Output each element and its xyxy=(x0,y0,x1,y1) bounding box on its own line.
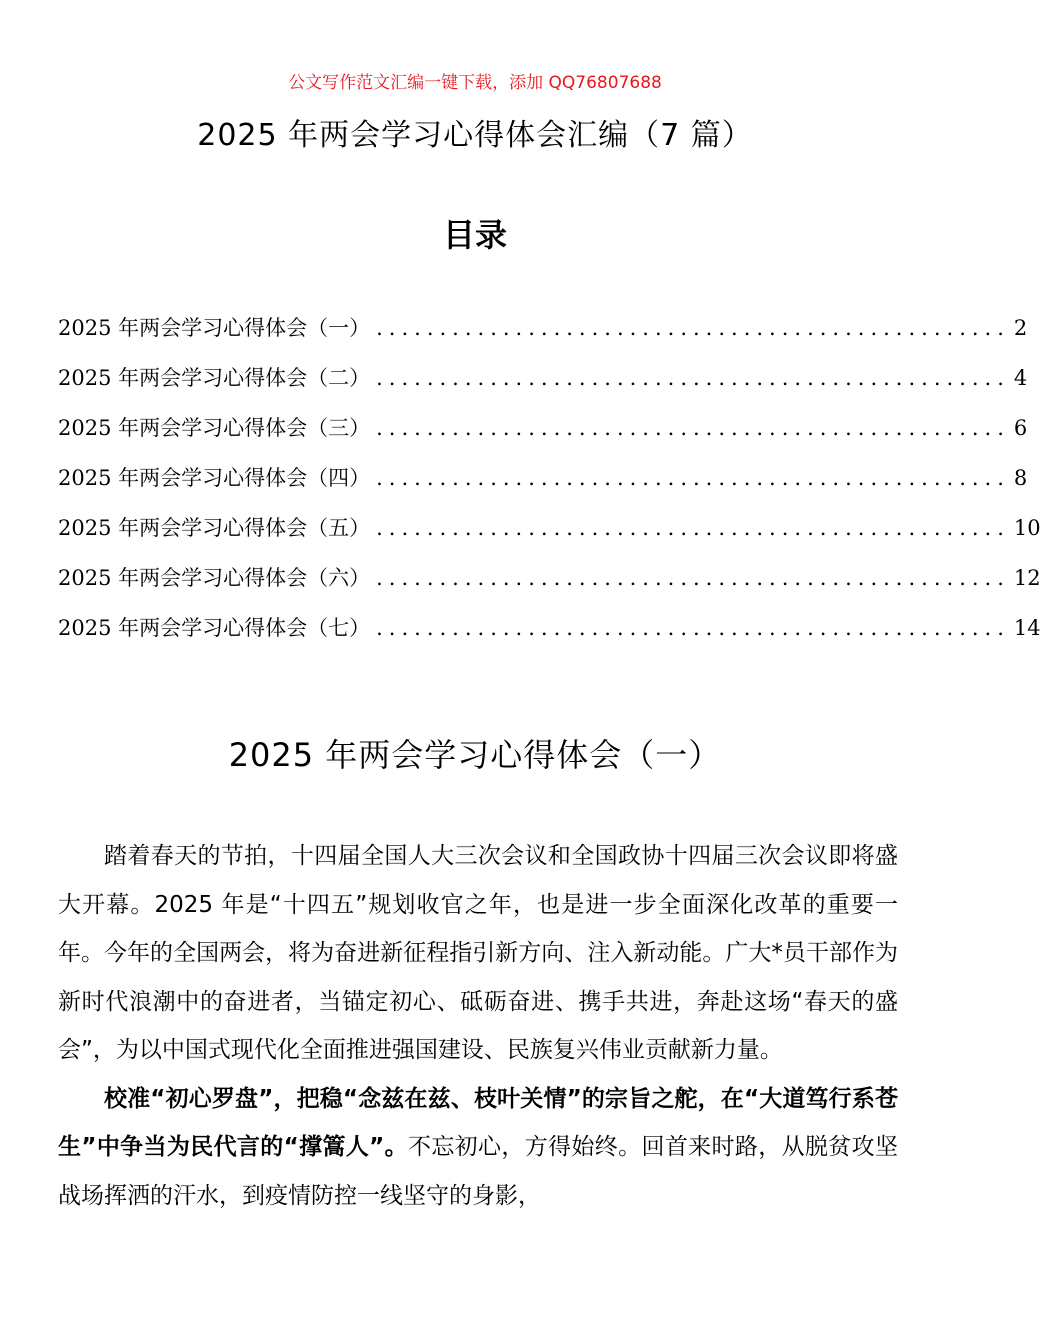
toc-item-1[interactable] xyxy=(58,312,1028,362)
toc-item-5[interactable] xyxy=(58,512,1041,562)
toc-item-page: 4 xyxy=(1013,366,1028,390)
toc-item-6[interactable] xyxy=(58,562,1041,612)
body-paragraph-2 xyxy=(58,1075,898,1221)
toc-item-7[interactable] xyxy=(58,612,1041,662)
toc-item-page: 10 xyxy=(1013,516,1041,540)
toc-item-label: 2025 年两会学习心得体会（三） xyxy=(58,416,371,440)
section-body xyxy=(58,832,898,1220)
toc-leader-dots: .................................................. xyxy=(376,366,1010,390)
body-paragraph-1: 踏着春天的节拍，十四届全国人大三次会议和全国政协十四届三次会议即将盛大开幕。2025 年是“十四五”规划收官之年，也是进一步全面深化改革的重要一年。今年的全国两会，将为奋进新征程指引新方向、注入新动能。广大*员干部作为新时代浪潮中的奋进者，当锚定初心、砥砺奋进、携手共进，奔赴这场“春天的盛会”，为以中国式现代化全面推进强国建设、民族复兴伟业贡献新力量。 xyxy=(58,843,898,1063)
toc-heading: 目录 xyxy=(442,216,507,254)
paragraph-bold-lead: 校准“初心罗盘”，把稳“念兹在兹、枝叶关情”的宗旨之舵，在“大道笃行系苍生”中争当为民代言的“撑篙人”。 xyxy=(58,1085,898,1160)
toc-item-4[interactable] xyxy=(58,462,1028,512)
toc-item-label: 2025 年两会学习心得体会（二） xyxy=(58,366,371,390)
toc-item-label: 2025 年两会学习心得体会（五） xyxy=(58,516,371,540)
table-of-contents xyxy=(58,312,1041,662)
toc-leader-dots: .................................................. xyxy=(376,316,1010,340)
toc-item-label: 2025 年两会学习心得体会（七） xyxy=(58,616,371,640)
toc-item-label: 2025 年两会学习心得体会（四） xyxy=(58,466,371,490)
toc-leader-dots: .................................................. xyxy=(376,466,1010,490)
toc-item-page: 2 xyxy=(1013,316,1028,340)
section-title: 2025 年两会学习心得体会（一） xyxy=(228,736,722,774)
toc-item-label: 2025 年两会学习心得体会（一） xyxy=(58,316,371,340)
toc-item-page: 14 xyxy=(1013,616,1041,640)
toc-item-page: 12 xyxy=(1013,566,1041,590)
promo-banner: 公文写作范文汇编一键下载，添加 QQ76807688 xyxy=(288,73,662,93)
toc-item-label: 2025 年两会学习心得体会（六） xyxy=(58,566,371,590)
toc-item-page: 6 xyxy=(1013,416,1028,440)
document-title: 2025 年两会学习心得体会汇编（7 篇） xyxy=(197,118,753,153)
toc-item-page: 8 xyxy=(1013,466,1028,490)
toc-leader-dots: .................................................. xyxy=(376,516,1010,540)
paragraph-rest: 不忘初心，方得始终。回首来时路，从脱贫攻坚战场挥洒的汗水，到疫情防控一线坚守的身影， xyxy=(58,1134,898,1209)
toc-leader-dots: .................................................. xyxy=(376,416,1010,440)
toc-item-3[interactable] xyxy=(58,412,1028,462)
toc-leader-dots: .................................................. xyxy=(376,566,1010,590)
toc-leader-dots: .................................................. xyxy=(376,616,1010,640)
toc-item-2[interactable] xyxy=(58,362,1028,412)
